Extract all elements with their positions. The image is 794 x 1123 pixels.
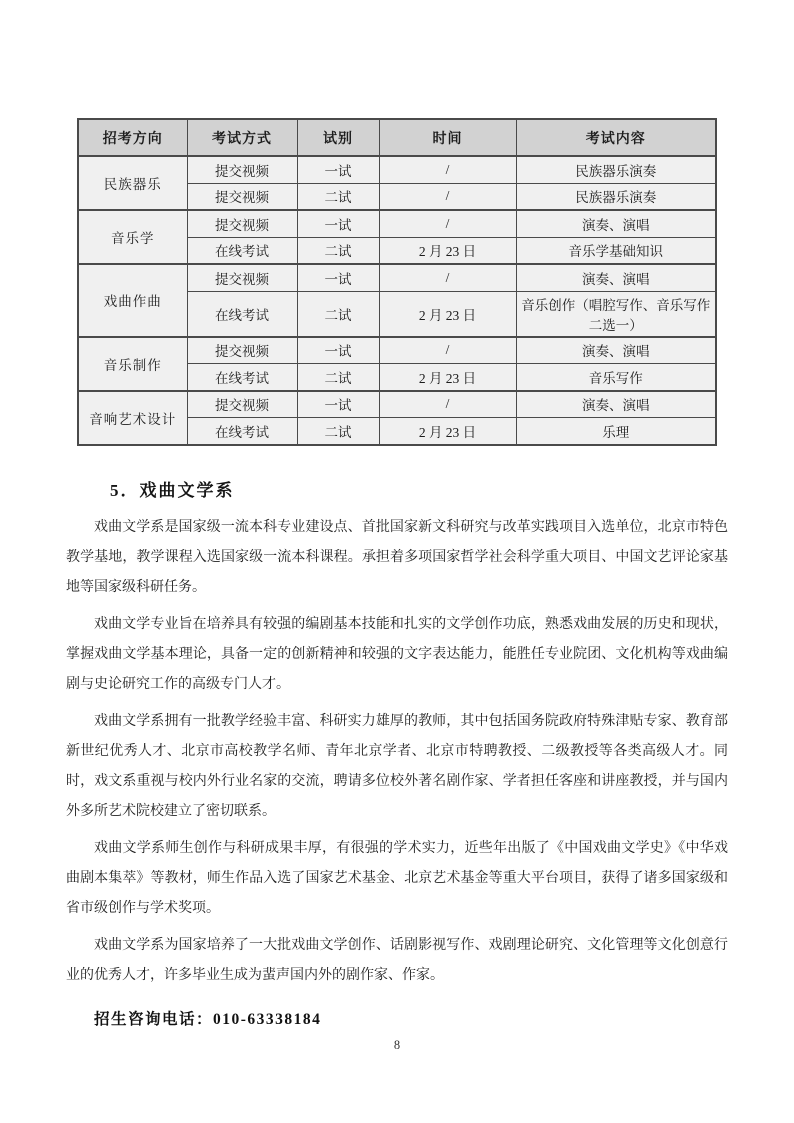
time-cell: / — [379, 391, 516, 418]
page-number: 8 — [393, 1038, 401, 1052]
direction-cell: 民族器乐 — [78, 156, 187, 210]
table-row — [78, 264, 716, 291]
header-time: 时间 — [379, 119, 516, 156]
paragraph: 戏曲文学系为国家培养了一大批戏曲文学创作、话剧影视写作、戏剧理论研究、文化管理等文化创意行业的优秀人才，许多毕业生成为蜚声国内外的剧作家、作家。 — [66, 937, 728, 983]
table-row — [78, 156, 716, 183]
round-cell: 一试 — [297, 337, 379, 364]
paragraph: 戏曲文学系师生创作与科研成果丰厚，有很强的学术实力，近些年出版了《中国戏曲文学史》《中华戏曲剧本集萃》等教材，师生作品入选了国家艺术基金、北京艺术基金等重大平台项目，获得了诸多国家级和省市级创作与学术奖项。 — [66, 840, 728, 916]
exam-table-body — [78, 156, 716, 445]
table-row — [78, 337, 716, 364]
table-row — [78, 391, 716, 418]
table-row — [78, 210, 716, 237]
header-round: 试别 — [297, 119, 379, 156]
direction-cell: 音乐学 — [78, 210, 187, 264]
round-cell: 一试 — [297, 264, 379, 291]
paragraph: 戏曲文学专业旨在培养具有较强的编剧基本技能和扎实的文学创作功底，熟悉戏曲发展的历史和现状，掌握戏曲文学基本理论，具备一定的创新精神和较强的文字表达能力，能胜任专业院团、文化机构等戏曲编剧与史论研究工作的高级专门人才。 — [66, 616, 728, 692]
round-cell: 二试 — [297, 291, 379, 337]
section-heading: 5．戏曲文学系 — [110, 480, 235, 500]
direction-cell: 音响艺术设计 — [78, 391, 187, 445]
exam-schedule-table-wrap — [66, 0, 728, 446]
time-cell: / — [379, 337, 516, 364]
direction-cell: 戏曲作曲 — [78, 264, 187, 337]
round-cell: 一试 — [297, 156, 379, 183]
paragraph: 戏曲文学系是国家级一流本科专业建设点、首批国家新文科研究与改革实践项目入选单位，北京市特色教学基地，教学课程入选国家级一流本科课程。承担着多项国家哲学社会科学重大项目、中国文艺评论家基地等国家级科研任务。 — [66, 519, 728, 595]
table-header-row — [78, 119, 716, 156]
exam-schedule-table — [77, 118, 717, 446]
round-cell: 二试 — [297, 418, 379, 445]
method-cell: 在线考试 — [187, 364, 297, 391]
direction-cell: 音乐制作 — [78, 337, 187, 391]
method-cell: 提交视频 — [187, 210, 297, 237]
content-cell: 演奏、演唱 — [516, 210, 716, 237]
time-cell: / — [379, 210, 516, 237]
content-cell: 音乐创作（唱腔写作、音乐写作二选一） — [516, 291, 716, 337]
content-cell: 演奏、演唱 — [516, 391, 716, 418]
method-cell: 提交视频 — [187, 391, 297, 418]
admissions-phone: 招生咨询电话：010-63338184 — [94, 1010, 322, 1028]
round-cell: 一试 — [297, 391, 379, 418]
time-cell: 2 月 23 日 — [379, 364, 516, 391]
time-cell: 2 月 23 日 — [379, 418, 516, 445]
section-body — [66, 513, 728, 991]
round-cell: 一试 — [297, 210, 379, 237]
method-cell: 在线考试 — [187, 237, 297, 264]
method-cell: 在线考试 — [187, 291, 297, 337]
method-cell: 提交视频 — [187, 156, 297, 183]
content-cell: 民族器乐演奏 — [516, 156, 716, 183]
content-cell: 演奏、演唱 — [516, 337, 716, 364]
time-cell: 2 月 23 日 — [379, 237, 516, 264]
content-cell: 民族器乐演奏 — [516, 183, 716, 210]
time-cell: / — [379, 264, 516, 291]
method-cell: 提交视频 — [187, 264, 297, 291]
method-cell: 提交视频 — [187, 183, 297, 210]
round-cell: 二试 — [297, 237, 379, 264]
header-content: 考试内容 — [516, 119, 716, 156]
content-cell: 演奏、演唱 — [516, 264, 716, 291]
paragraph: 戏曲文学系拥有一批教学经验丰富、科研实力雄厚的教师，其中包括国务院政府特殊津贴专家、教育部新世纪优秀人才、北京市高校教学名师、青年北京学者、北京市特聘教授、二级教授等各类高级人才。同时，戏文系重视与校内外行业名家的交流，聘请多位校外著名剧作家、学者担任客座和讲座教授，并与国内外多所艺术院校建立了密切联系。 — [66, 713, 728, 819]
time-cell: / — [379, 183, 516, 210]
header-method: 考试方式 — [187, 119, 297, 156]
time-cell: / — [379, 156, 516, 183]
method-cell: 提交视频 — [187, 337, 297, 364]
content-cell: 乐理 — [516, 418, 716, 445]
round-cell: 二试 — [297, 183, 379, 210]
round-cell: 二试 — [297, 364, 379, 391]
content-cell: 音乐写作 — [516, 364, 716, 391]
time-cell: 2 月 23 日 — [379, 291, 516, 337]
method-cell: 在线考试 — [187, 418, 297, 445]
header-direction: 招考方向 — [78, 119, 187, 156]
content-cell: 音乐学基础知识 — [516, 237, 716, 264]
